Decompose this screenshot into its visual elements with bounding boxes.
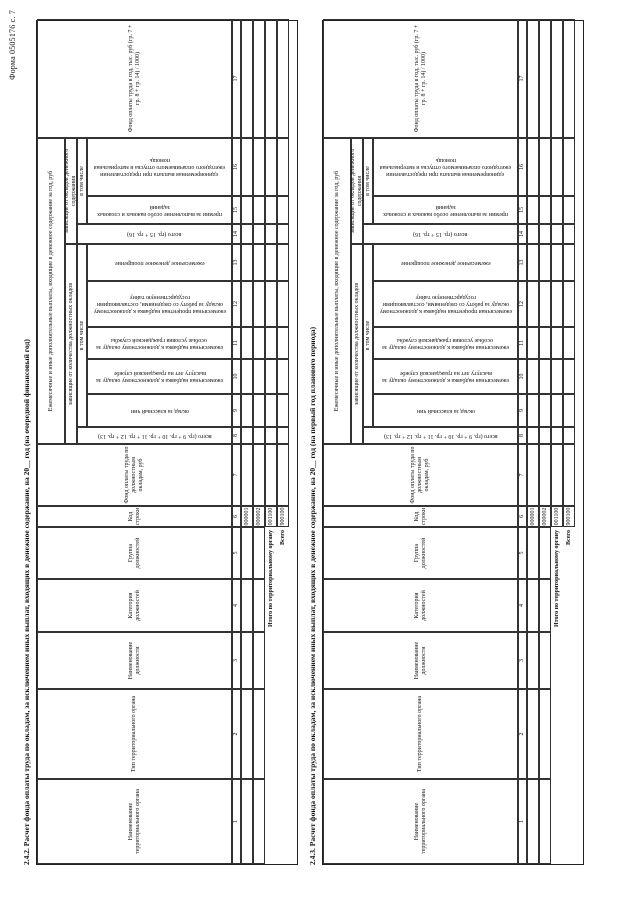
row-code-text: 000001 (529, 507, 536, 526)
col-number-text: 9 (233, 409, 239, 412)
col-number-text: 3 (519, 659, 525, 662)
data-cell (539, 579, 551, 632)
footer-cell (551, 444, 563, 506)
section-title: 2.4.3. Расчет фонда оплаты труда по окладам, за исключением иных выплат, входящих в денежное содержание, на 20__ год (на первый год планового периода) (308, 326, 317, 865)
col-number (232, 527, 241, 579)
header-col-14 (363, 224, 518, 244)
header-col-9 (87, 394, 232, 427)
footer-cell (563, 196, 575, 224)
header-col-12-text: ежемесячная процентная надбавка к должностному окладу за работу со сведениями, составляющими государственную тайну (379, 294, 512, 315)
footer-cell (277, 394, 289, 427)
col-number (518, 632, 527, 689)
data-cell (241, 527, 253, 579)
header-col-7-text: Фонд оплаты труда по должностным окладам, руб (124, 446, 144, 504)
data-cell (253, 689, 265, 779)
header-incl-1 (77, 244, 87, 427)
data-cell (539, 359, 551, 394)
footer-cell (265, 281, 277, 327)
data-cell (241, 394, 253, 427)
data-cell (253, 281, 265, 327)
data-cell (539, 779, 551, 864)
header-col-12-text: ежемесячная процентная надбавка к должностному окладу за работу со сведениями, составляющими государственную тайну (93, 294, 226, 315)
footer-cell (551, 19, 563, 138)
data-cell (539, 244, 551, 281)
header-incl-1 (363, 244, 373, 427)
header-group-qty-text: зависящие от количества должностных окладов (67, 282, 74, 406)
data-cell (527, 579, 539, 632)
col-number-text: 2 (519, 732, 525, 736)
data-cell (527, 244, 539, 281)
data-cell (527, 689, 539, 779)
footer-cell (563, 427, 575, 444)
salary-table (36, 20, 298, 865)
row-code (527, 506, 539, 527)
col-number (232, 779, 241, 864)
footer-label-text: Итого по территориальному органу (553, 530, 560, 628)
header-col-1 (37, 779, 232, 864)
data-cell (241, 196, 253, 224)
header-col-6 (37, 506, 232, 527)
data-cell (527, 632, 539, 689)
data-cell (527, 281, 539, 327)
data-cell (241, 779, 253, 864)
footer-cell (277, 19, 289, 138)
data-cell (253, 779, 265, 864)
footer-code (563, 506, 575, 527)
col-number-text: 1 (233, 820, 239, 823)
header-col-11-text: ежемесячная надбавка к должностному окладу за особые условия гражданской службы (96, 337, 223, 350)
footer-code-text: 900100 (565, 507, 572, 526)
header-col-13-text: ежемесячное денежное поощрение (114, 260, 205, 266)
data-cell (241, 579, 253, 632)
footer-cell (265, 224, 277, 244)
footer-code-text: 001100 (267, 507, 274, 526)
header-col-16-text: единовременная выплата при предоставлении ежегодного оплачиваемого отпуска и материальная помощь (379, 157, 512, 178)
data-cell (527, 444, 539, 506)
footer-cell (265, 444, 277, 506)
footer-cell (563, 394, 575, 427)
row-code (241, 506, 253, 527)
col-number (518, 427, 527, 444)
header-col-11-text: ежемесячная надбавка к должностному окладу за особые условия гражданской службы (382, 337, 509, 350)
footer-cell (563, 19, 575, 138)
footer-cell (277, 196, 289, 224)
header-col-6 (323, 506, 518, 527)
col-number-text: 11 (233, 340, 239, 346)
col-number-text: 12 (519, 301, 525, 307)
data-cell (539, 444, 551, 506)
data-cell (539, 196, 551, 224)
data-cell (241, 689, 253, 779)
footer-label-text: Итого по территориальному органу (267, 530, 274, 628)
header-col-1 (323, 779, 518, 864)
footer-code-text: 900100 (279, 507, 286, 526)
col-number-text: 13 (519, 259, 525, 266)
footer-cell (551, 327, 563, 359)
data-cell (527, 359, 539, 394)
data-cell (539, 632, 551, 689)
data-cell (539, 138, 551, 196)
header-col-9-text: оклад за классный чин (130, 408, 189, 414)
footer-cell (563, 138, 575, 196)
footer-label-text: Всего (279, 530, 286, 545)
header-col-15 (373, 196, 518, 224)
data-cell (539, 394, 551, 427)
col-number (518, 224, 527, 244)
header-col-4 (37, 579, 232, 632)
col-number (232, 244, 241, 281)
footer-code (265, 506, 277, 527)
data-cell (539, 527, 551, 579)
col-number (232, 359, 241, 394)
col-number (518, 19, 527, 138)
header-col-11 (373, 327, 518, 359)
data-cell (539, 281, 551, 327)
header-group-salary (65, 138, 77, 244)
header-incl-1-text: в том числе (78, 320, 85, 351)
col-number-text: 7 (233, 473, 239, 477)
footer-cell (551, 394, 563, 427)
col-number-text: 1 (519, 820, 525, 823)
footer-code-text: 001100 (553, 507, 560, 526)
footer-cell (551, 196, 563, 224)
header-col-8 (77, 427, 232, 444)
data-cell (241, 224, 253, 244)
col-number (232, 506, 241, 527)
col-number (232, 444, 241, 506)
data-cell (253, 632, 265, 689)
header-col-8 (363, 427, 518, 444)
footer-cell (551, 427, 563, 444)
col-number-text: 10 (233, 373, 239, 380)
data-cell (241, 444, 253, 506)
header-col-2 (323, 689, 518, 779)
footer-cell (265, 244, 277, 281)
footer-cell (277, 224, 289, 244)
header-col-3 (37, 632, 232, 689)
header-col-12 (87, 281, 232, 327)
header-col-3-text: Наименование должности (127, 641, 141, 680)
data-cell (539, 19, 551, 138)
data-cell (527, 19, 539, 138)
row-code-text: 000002 (541, 507, 548, 526)
data-cell (241, 327, 253, 359)
footer-cell (563, 281, 575, 327)
footer-code (277, 506, 289, 527)
header-col-2 (37, 689, 232, 779)
col-number-text: 13 (233, 259, 239, 266)
footer-cell (277, 281, 289, 327)
data-cell (527, 427, 539, 444)
row-code (539, 506, 551, 527)
col-number-text: 16 (519, 164, 525, 170)
col-number (518, 138, 527, 196)
footer-cell (265, 427, 277, 444)
col-number (518, 527, 527, 579)
col-number (518, 281, 527, 327)
footer-cell (277, 138, 289, 196)
header-group-main (323, 138, 351, 444)
col-number (232, 196, 241, 224)
col-number (518, 196, 527, 224)
header-col-11 (87, 327, 232, 359)
col-number (232, 138, 241, 196)
footer-label-text: Всего (565, 530, 572, 545)
footer-cell (277, 444, 289, 506)
header-group-salary (351, 138, 363, 244)
header-col-16 (373, 138, 518, 196)
header-col-5-text: Группа должностей (413, 537, 427, 569)
data-cell (241, 281, 253, 327)
footer-cell (265, 394, 277, 427)
col-number (518, 394, 527, 427)
data-cell (527, 196, 539, 224)
header-col-14-text: всего (гр. 15 + гр. 16) (127, 231, 182, 238)
section-2-4-2 (22, 20, 302, 865)
footer-cell (551, 224, 563, 244)
col-number-text: 16 (233, 164, 239, 170)
col-number (518, 506, 527, 527)
col-number (232, 579, 241, 632)
data-cell (539, 327, 551, 359)
data-cell (241, 244, 253, 281)
col-number-text: 6 (233, 515, 239, 518)
header-col-14-text: всего (гр. 15 + гр. 16) (413, 231, 468, 238)
data-cell (253, 427, 265, 444)
footer-cell (265, 196, 277, 224)
col-number (518, 689, 527, 779)
col-number (518, 444, 527, 506)
footer-cell (277, 244, 289, 281)
col-number (232, 632, 241, 689)
data-cell (253, 244, 265, 281)
col-number-text: 2 (233, 732, 239, 736)
footer-cell (265, 359, 277, 394)
row-code-text: 000002 (255, 507, 262, 526)
header-incl-2 (77, 138, 87, 224)
data-cell (253, 527, 265, 579)
header-col-10-text: ежемесячная надбавка к должностному окладу за выслугу лет на гражданской службе (382, 370, 509, 384)
data-cell (253, 196, 265, 224)
header-col-5 (37, 527, 232, 579)
header-group-main (37, 138, 65, 444)
data-cell (253, 224, 265, 244)
col-number-text: 15 (519, 207, 525, 213)
col-number-text: 12 (233, 301, 239, 307)
header-col-7-text: Фонд оплаты труда по должностным окладам, руб (410, 446, 430, 504)
col-number-text: 10 (519, 373, 525, 380)
header-col-8-text: всего (гр. 9 + гр. 10 + гр. 11 + гр. 12 + гр. 13) (383, 433, 498, 439)
header-group-main-text: Ежемесячные и иные дополнительные выплаты, входящие в денежное содержание за год, руб (47, 170, 54, 412)
col-number (518, 244, 527, 281)
header-col-3 (323, 632, 518, 689)
data-cell (527, 394, 539, 427)
col-number-text: 17 (519, 75, 525, 82)
col-number (232, 427, 241, 444)
header-col-9-text: оклад за классный чин (416, 408, 475, 414)
header-col-6-text: Код строки (127, 507, 141, 526)
data-cell (253, 138, 265, 196)
header-col-4-text: Категория должностей (127, 590, 141, 621)
header-group-qty (351, 244, 363, 444)
data-cell (253, 19, 265, 138)
header-col-15 (87, 196, 232, 224)
header-col-8-text: всего (гр. 9 + гр. 10 + гр. 11 + гр. 12 + гр. 13) (97, 433, 212, 439)
col-number-text: 3 (233, 659, 239, 662)
col-number-text: 8 (519, 434, 525, 437)
col-number-text: 4 (519, 604, 525, 607)
col-number (232, 394, 241, 427)
header-col-16-text: единовременная выплата при предоставлении ежегодного оплачиваемого отпуска и материальная помощь (93, 157, 226, 178)
footer-cell (563, 327, 575, 359)
header-col-17-text: Фонд оплаты труда в год, тыс. руб (гр. 7 + гр. 8 + гр. 14) / 1000) (413, 24, 427, 133)
footer-cell (551, 244, 563, 281)
header-col-10-text: ежемесячная надбавка к должностному окладу за выслугу лет на гражданской службе (96, 370, 223, 384)
footer-label (551, 527, 563, 864)
data-cell (253, 359, 265, 394)
header-col-12 (373, 281, 518, 327)
footer-cell (563, 359, 575, 394)
col-number (232, 689, 241, 779)
data-cell (241, 19, 253, 138)
header-col-9 (373, 394, 518, 427)
col-number (518, 359, 527, 394)
footer-cell (265, 327, 277, 359)
header-col-10 (87, 359, 232, 394)
data-cell (527, 527, 539, 579)
data-cell (241, 632, 253, 689)
header-col-17 (37, 19, 232, 138)
header-col-5 (323, 527, 518, 579)
header-col-15-text: премии за выполнение особо важных и сложных заданий (97, 204, 222, 217)
col-number-text: 5 (233, 551, 239, 555)
col-number-text: 15 (233, 207, 239, 213)
header-col-4-text: Категория должностей (413, 590, 427, 621)
header-col-3-text: Наименование должности (413, 641, 427, 680)
footer-label (265, 527, 277, 864)
section-2-4-3 (308, 20, 588, 865)
data-cell (253, 394, 265, 427)
data-cell (241, 138, 253, 196)
header-col-2-text: Тип территориального органа (417, 695, 423, 773)
col-number (232, 19, 241, 138)
col-number-text: 6 (519, 515, 525, 518)
col-number (518, 327, 527, 359)
col-number (232, 281, 241, 327)
col-number-text: 14 (233, 231, 239, 237)
salary-table (322, 20, 584, 865)
header-col-17 (323, 19, 518, 138)
header-col-10 (373, 359, 518, 394)
footer-cell (277, 359, 289, 394)
footer-cell (551, 281, 563, 327)
col-number-text: 4 (233, 604, 239, 607)
footer-cell (277, 427, 289, 444)
header-incl-2-text: в том числе (364, 166, 371, 196)
data-cell (253, 327, 265, 359)
col-number-text: 7 (519, 473, 525, 477)
header-col-5-text: Группа должностей (127, 537, 141, 569)
col-number-text: 14 (519, 231, 525, 237)
header-col-14 (77, 224, 232, 244)
data-cell (253, 444, 265, 506)
col-number-text: 11 (519, 340, 525, 346)
header-col-13 (373, 244, 518, 281)
footer-code (551, 506, 563, 527)
header-col-7 (323, 444, 518, 506)
data-cell (539, 689, 551, 779)
header-col-16 (87, 138, 232, 196)
footer-cell (551, 359, 563, 394)
col-number (518, 579, 527, 632)
data-cell (241, 427, 253, 444)
row-code-text: 000001 (243, 507, 250, 526)
header-incl-2 (363, 138, 373, 224)
header-group-qty-text: зависящие от количества должностных окладов (353, 282, 360, 406)
col-number-text: 17 (233, 75, 239, 82)
data-cell (539, 427, 551, 444)
header-group-qty (65, 244, 77, 444)
footer-cell (563, 244, 575, 281)
header-col-2-text: Тип территориального органа (131, 695, 137, 773)
header-group-salary-text: зависящие от окладов денежного содержания (64, 148, 77, 234)
footer-label (277, 527, 289, 864)
col-number (518, 779, 527, 864)
header-col-15-text: премии за выполнение особо важных и сложных заданий (383, 204, 508, 217)
col-number (232, 327, 241, 359)
header-col-1-text: Наименование территориального органа (127, 789, 141, 854)
data-cell (253, 579, 265, 632)
footer-cell (551, 138, 563, 196)
header-group-salary-text: зависящие от окладов денежного содержания (350, 148, 363, 234)
col-number (232, 224, 241, 244)
footer-label (563, 527, 575, 864)
col-number-text: 8 (233, 434, 239, 437)
footer-cell (265, 19, 277, 138)
data-cell (527, 138, 539, 196)
header-col-6-text: Код строки (413, 507, 427, 526)
data-cell (527, 779, 539, 864)
header-group-main-text: Ежемесячные и иные дополнительные выплаты, входящие в денежное содержание за год, руб (333, 170, 340, 412)
footer-cell (563, 224, 575, 244)
section-title: 2.4.2. Расчет фонда оплаты труда по окладам, за исключением иных выплат, входящих в денежное содержание, на 20__ год (на очередной финансовый год) (22, 339, 31, 865)
col-number-text: 9 (519, 409, 525, 412)
row-code (253, 506, 265, 527)
header-col-7 (37, 444, 232, 506)
form-code: Форма 0505176 с. 7 (8, 10, 17, 80)
header-incl-2-text: в том числе (78, 166, 85, 196)
data-cell (527, 224, 539, 244)
header-col-13 (87, 244, 232, 281)
header-col-4 (323, 579, 518, 632)
data-cell (241, 359, 253, 394)
header-col-17-text: Фонд оплаты труда в год, тыс. руб (гр. 7 + гр. 8 + гр. 14) / 1000) (127, 24, 141, 133)
data-cell (527, 327, 539, 359)
header-col-1-text: Наименование территориального органа (413, 789, 427, 854)
footer-cell (563, 444, 575, 506)
col-number-text: 5 (519, 551, 525, 555)
footer-cell (277, 327, 289, 359)
header-col-13-text: ежемесячное денежное поощрение (400, 260, 491, 266)
data-cell (539, 224, 551, 244)
footer-cell (265, 138, 277, 196)
header-incl-1-text: в том числе (364, 320, 371, 351)
